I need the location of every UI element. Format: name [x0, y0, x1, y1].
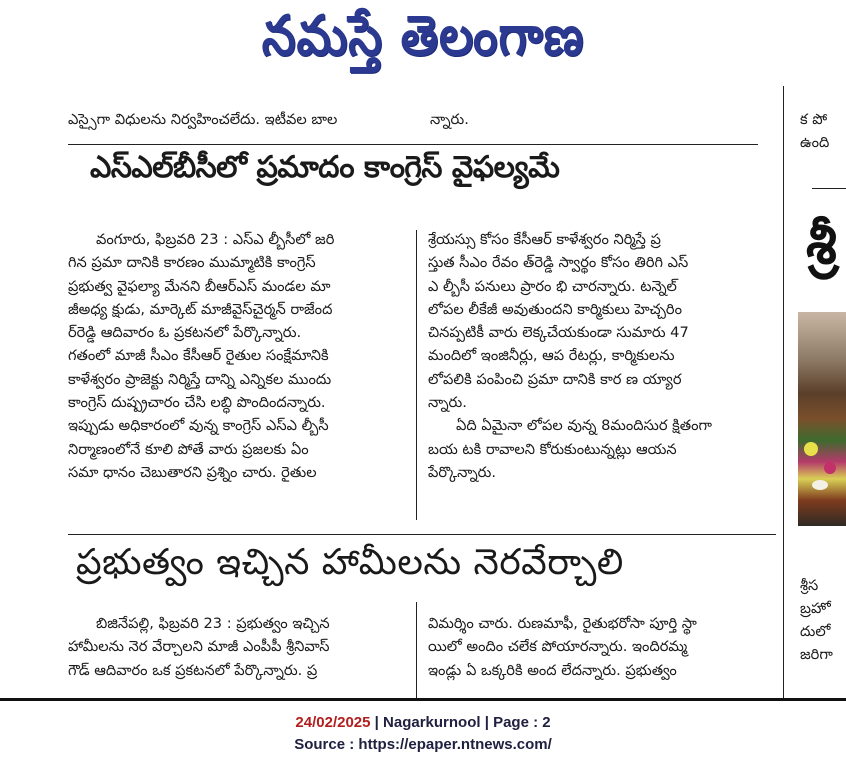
text-line: న్నారు.: [428, 394, 467, 412]
top-fragment-right: [800, 108, 829, 154]
top-fragment-left: [68, 108, 398, 131]
right-column-glyph: శ్రీ: [806, 212, 837, 277]
text-line: జరిగా: [800, 646, 833, 663]
footer-edition: | Nagarkurnool | Page : 2: [370, 714, 551, 731]
article-column: [68, 228, 408, 484]
text-line: ఎస్సైగా విధులను నిర్వహించలేదు. ఇటీవల బాల: [68, 111, 338, 128]
footer-date: 24/02/2025: [295, 714, 371, 731]
footer-edition-line: [0, 712, 846, 734]
divider: [68, 144, 758, 145]
newspaper-clipping: [0, 86, 846, 698]
text-line: ర్‌రెడ్డి ఆదివారం ఓ ప్రకటనలో పేర్కొన్నారు.: [68, 324, 302, 342]
text-line: జీఅధ్య క్షుడు, మార్కెట్ మాజీవైస్‌చైర్మన్ రాజేంద: [68, 300, 333, 318]
divider: [812, 188, 846, 189]
text-line: పేర్కొన్నారు.: [428, 463, 496, 481]
text-line: న్నారు.: [430, 111, 469, 128]
masthead: [0, 0, 846, 86]
text-line: చినప్పటికీ వారు లెక్కచేయకుండా సుమారు 47: [428, 324, 689, 342]
divider: [68, 534, 776, 535]
article-column: [428, 228, 773, 484]
text-line: బ్రహో: [800, 600, 831, 617]
news-photo: [798, 312, 846, 526]
column-divider: [783, 86, 784, 698]
text-line: ఇప్పుడు అధికారంలో వున్న కాంగ్రెస్ ఎస్ఎ ల్బీసీ: [68, 417, 329, 435]
text-line: వంగూరు, ఫిబ్రవరి 23 : ఎస్ఎ ల్బీసీలో జరి: [96, 231, 335, 248]
text-line: హామీలను నెర వేర్చాలని మాజీ ఎంపీపీ శ్రీనివాస్: [68, 638, 330, 656]
text-line: ఎ ల్బీసీ పనులు ప్రారం భి చారన్నారు. టన్నెల్: [428, 277, 677, 295]
text-line: విమర్శిం చారు. రుణమాఫీ, రైతుభరోసా పూర్తి స్థా: [428, 615, 697, 632]
text-line: బయ టకి రావాలని కోరుకుంటున్నట్లు ఆయన: [428, 440, 677, 458]
text-line: గిన ప్రమా దానికి కారణం ముమ్మాటికి కాంగ్రెస్: [68, 254, 316, 272]
text-line: బిజినేపల్లి, ఫిబ్రవరి 23 : ప్రభుత్వం ఇచ్చిన: [96, 615, 330, 632]
text-line: స్తుత సీఎం రేవం త్‌రెడ్డి స్వార్థం కోసం తిరిగి ఎస్: [428, 254, 689, 272]
text-line: ఏది ఏమైనా లోపల వున్న 8మందిసుర క్షితంగా: [456, 417, 712, 435]
text-line: ప్రభుత్వ వైఫల్యా మేనని బీఆర్ఎస్ మండల మా: [68, 277, 331, 295]
footer: [0, 712, 846, 756]
text-line: సమా ధానం చెబుతారని ప్రశ్నిం చారు. రైతుల: [68, 463, 317, 481]
photo-caption: [800, 574, 833, 666]
column-divider: [416, 602, 417, 698]
text-line: యిలో అందిం చలేక పోయారన్నారు. ఇందిరమ్మ: [428, 638, 688, 656]
text-line: లోపల లీకేజీ అవుతుందని కార్మికులు హెచ్చరిం: [428, 300, 682, 318]
text-line: ఉంది: [800, 134, 830, 151]
text-line: ఇండ్లు ఏ ఒక్కరికి అంద లేదన్నారు. ప్రభుత్వం: [428, 661, 677, 679]
text-line: శ్రేయస్సు కోసం కేసీఆర్ కాళేశ్వరం నిర్మిస్తే ప్ర: [428, 231, 661, 248]
text-line: క పో: [800, 111, 828, 128]
top-fragment-middle: [430, 108, 760, 131]
article-headline: ఎస్ఎల్‌బీసీలో ప్రమాదం కాంగ్రెస్ వైఫల్యమే: [90, 150, 560, 185]
article-column: [428, 612, 773, 682]
column-divider: [416, 230, 417, 520]
clipping-bottom-rule: [0, 698, 846, 701]
text-line: నిర్మాణంలోనే కూలి పోతే వారు ప్రజలకు ఏం: [68, 440, 309, 458]
article-column: [68, 612, 408, 682]
text-line: శ్రీస: [800, 577, 819, 594]
text-line: దులో: [800, 623, 831, 640]
text-line: కాళేశ్వరం ప్రాజెక్టు నిర్మిస్తే దాన్ని ఎన్నికల ముందు: [68, 370, 332, 388]
text-line: గతంలో మాజీ సీఎం కేసీఆర్ రైతుల సంక్షేమానికి: [68, 347, 329, 365]
text-line: మందిలో ఇంజినీర్లు, ఆప రేటర్లు, కార్మికులను: [428, 347, 675, 365]
text-line: గౌడ్ ఆదివారం ఒక ప్రకటనలో పేర్కొన్నారు. ప్ర: [68, 661, 318, 679]
text-line: కాంగ్రెస్ దుష్ప్రచారం చేసి లబ్ధి పొందిందన్నారు.: [68, 394, 326, 412]
article-headline: ప్రభుత్వం ఇచ్చిన హామీలను నెరవేర్చాలి: [76, 542, 624, 583]
newspaper-title: నమస్తే తెలంగాణ: [261, 3, 585, 69]
text-line: లోపలికి పంపించి ప్రమా దానికి కార ణ య్యార: [428, 370, 682, 388]
footer-source: Source : https://epaper.ntnews.com/: [294, 736, 552, 753]
